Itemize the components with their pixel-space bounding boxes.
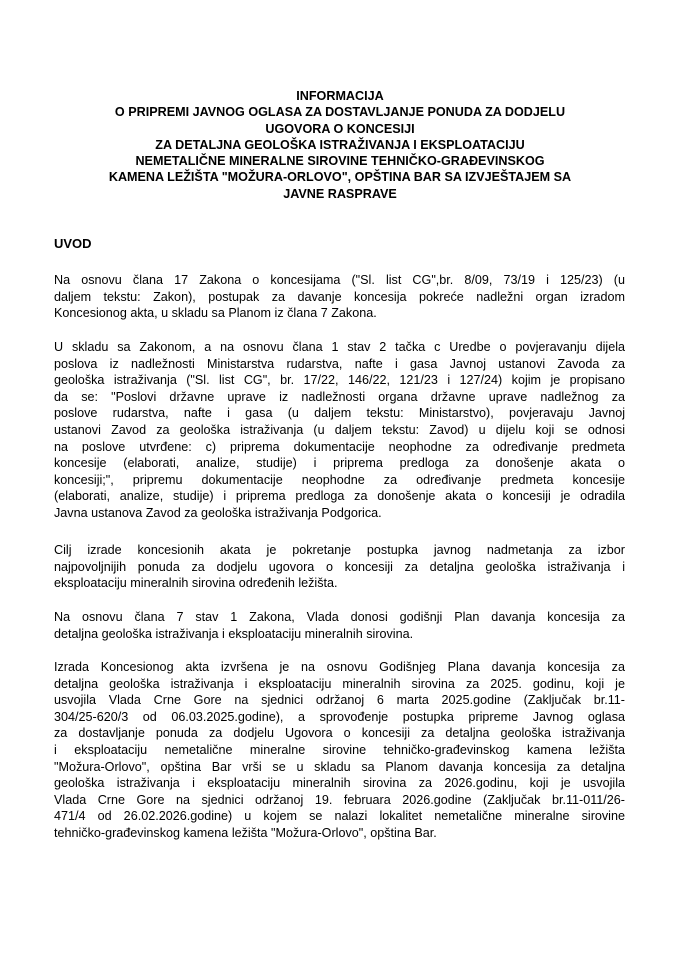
title-line: KAMENA LEŽIŠTA "MOŽURA-ORLOVO", OPŠTINA BAR SA IZVJEŠTAJEM SA xyxy=(108,170,572,185)
paragraph-line: Na osnovu člana 17 Zakona o koncesijama ("Sl. list CG",br. 8/09, 73/19 i 125/23) (u xyxy=(54,273,625,287)
paragraph-line: detaljna geološka istraživanja i eksploataciju mineralnih sirovina za 2025. godinu, koji je xyxy=(54,676,625,691)
paragraph-3 xyxy=(54,542,625,592)
paragraph-line: koncesije (elaborati, analize, studije) i priprema predloga za donošenje akata o xyxy=(54,456,625,471)
paragraph-line: i eksploataciju nemetalične mineralne sirovine tehničko-građevinskog kamena ležišta xyxy=(54,742,625,757)
paragraph-line: "Možura-Orlovo", opština Bar vrši se u skladu sa Planom davanja koncesija za detaljna xyxy=(54,759,625,774)
paragraph-line: na poslove utvrđene: c) priprema dokumentacije neophodne za određivanje predmeta xyxy=(54,439,625,454)
paragraph-line: eksploataciju mineralnih sirovina određenih ležišta. xyxy=(54,576,338,591)
paragraph-line: geološka istraživanja i eksploataciju mineralnih sirovina za 2026.godinu, koji je usvojila xyxy=(54,776,625,791)
title-line: O PRIPREMI JAVNOG OGLASA ZA DOSTAVLJANJE PONUDA ZA DODJELU xyxy=(114,105,566,120)
paragraph-line: U skladu sa Zakonom, a na osnovu člana 1 stav 2 tačka c Uredbe o povjeravanju dijela xyxy=(54,340,625,354)
paragraph-line: poslova iz nadležnosti Ministarstva rudarstva, nafte i gasa Javnoj ustanovi Zavoda za xyxy=(54,356,625,371)
document-title xyxy=(60,88,620,202)
paragraph-line: Cilj izrade koncesionih akata je pokretanje postupka javnog nadmetanja za izbor xyxy=(54,543,625,557)
paragraph-line: geološka istraživanja ("Sl. list CG", br. 17/22, 146/22, 121/23 i 127/24) kojim je propisano xyxy=(54,373,625,388)
title-line: ZA DETALJNA GEOLOŠKA ISTRAŽIVANJA I EKSPLOATACIJU xyxy=(155,137,525,152)
title-line: UGOVORA O KONCESIJI xyxy=(265,121,415,136)
paragraph-line: usvojila Vlada Crne Gore na sjednici održanoj 6 marta 2025.godine (Zaključak br.11- xyxy=(54,693,625,708)
paragraph-line: detaljna geološka istraživanja i eksploataciju mineralnih sirovina. xyxy=(54,626,414,641)
paragraph-line: koncesiji;", pripremu dokumentacije neophodne za određivanje predmeta koncesije xyxy=(54,472,625,487)
paragraph-line: 304/25-620/3 od 06.03.2025.godine), a sprovođenje postupka pripreme Javnog oglasa xyxy=(54,709,625,724)
paragraph-line: najpovoljnijih ponuda za dodjelu ugovora o koncesiji za detaljna geološka istraživanja i xyxy=(54,559,625,574)
paragraph-4 xyxy=(54,609,625,642)
section-heading: UVOD xyxy=(54,236,92,251)
paragraph-line: Vlada Crne Gore na sjednici održanoj 19. februara 2026.godine (Zaključak br.11-011/26- xyxy=(54,792,625,807)
paragraph-line: Javna ustanova Zavod za geološka istraživanja Podgorica. xyxy=(54,505,382,520)
title-line: NEMETALIČNE MINERALNE SIROVINE TEHNIČKO-GRAĐEVINSKOG xyxy=(135,154,545,169)
title-line: JAVNE RASPRAVE xyxy=(283,186,397,201)
paragraph-line: Na osnovu člana 7 stav 1 Zakona, Vlada donosi godišnji Plan davanja koncesija za xyxy=(54,610,625,624)
paragraph-line: (elaborati, analize, studije) i priprema predloga za donošenje akata o koncesiji je odradila xyxy=(54,489,625,504)
paragraph-1 xyxy=(54,272,625,322)
paragraph-line: Izrada Koncesionog akta izvršena je na osnovu Godišnjeg Plana davanja koncesija za xyxy=(54,660,625,674)
paragraph-line: za dostavljanje ponuda za dodjelu Ugovora o koncesiji za detaljna geološka istraživanja xyxy=(54,726,625,741)
paragraph-line: tehničko-građevinskog kamena ležišta "Možura-Orlovo", opština Bar. xyxy=(54,825,437,840)
paragraph-line: da se: "Poslovi državne uprave iz nadležnosti organa državne uprave nadležnog za xyxy=(54,389,625,404)
paragraph-5 xyxy=(54,659,625,842)
paragraph-line: 471/4 od 26.02.2026.godine) u kojem se nalazi lokalitet nemetalične mineralne sirovine xyxy=(54,809,625,824)
paragraph-2 xyxy=(54,339,625,522)
title-line: INFORMACIJA xyxy=(296,89,384,103)
paragraph-line: poslove rudarstva, nafte i gasa (u daljem tekstu: Ministarstvo), povjeravaju Javnoj xyxy=(54,406,625,421)
paragraph-line: daljem tekstu: Zakon), postupak za davanje koncesija pokreće nadležni organ izradom xyxy=(54,289,625,304)
paragraph-line: ustanovi Zavod za geološka istraživanja (u daljem tekstu: Zavod) u dijelu koji se odnosi xyxy=(54,422,625,437)
paragraph-line: Koncesionog akta, u skladu sa Planom iz člana 7 Zakona. xyxy=(54,306,377,321)
